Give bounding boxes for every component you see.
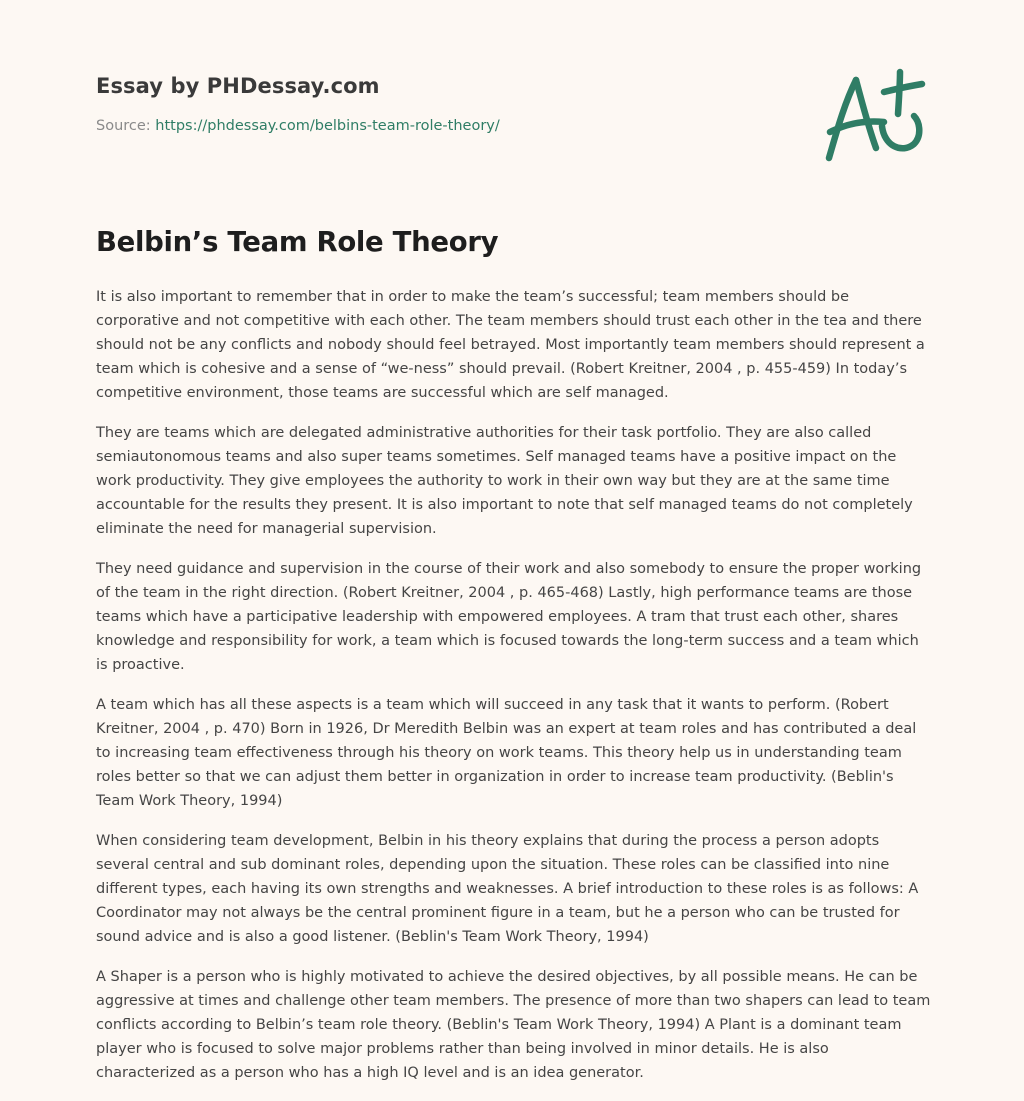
essay-header (96, 74, 796, 134)
paragraph: When considering team development, Belbin in his theory explains that during the process a person adopts several central and sub dominant roles, depending upon the situation. These roles can be classified into nine different types, each having its own strengths and weaknesses. A brief introduction to these roles is as follows: A Coordinator may not always be the central prominent figure in a team, but he a person who can be trusted for sound advice and is also a good listener. (Beblin's Team Work Theory, 1994) (96, 833, 919, 945)
paragraph: They are teams which are delegated administrative authorities for their task portfolio. They are also called semiautonomous teams and also super teams sometimes. Self managed teams have a positive impact on the work productivity. They give employees the authority to work in their own way but they are at the same time accountable for the results they present. It is also important to note that self managed teams do not completely eliminate the need for managerial supervision. (96, 425, 913, 537)
source-label: Source: (96, 118, 156, 134)
a-plus-logo-icon (818, 64, 928, 164)
site-title: Essay by PHDessay.com (96, 74, 380, 98)
source-link[interactable]: https://phdessay.com/belbins-team-role-theory/ (155, 118, 500, 134)
essay-title: Belbin’s Team Role Theory (96, 226, 499, 258)
paragraph: They need guidance and supervision in the course of their work and also somebody to ensure the proper working of the team in the right direction. (Robert Kreitner, 2004 , p. 465-468) Lastly, high performance teams are those teams which have a participative leadership with empowered employees. A tram that trust each other, shares knowledge and responsibility for work, a team which is focused towards the long-term success and a team which is proactive. (96, 561, 922, 673)
source-line (96, 118, 796, 134)
essay-body (96, 285, 932, 1101)
paragraph: A team which has all these aspects is a team which will succeed in any task that it wants to perform. (Robert Kreitner, 2004 , p. 470) Born in 1926, Dr Meredith Belbin was an expert at team roles and has contributed a deal to increasing team effectiveness through his theory on work teams. This theory help us in understanding team roles better so that we can adjust them better in organization in order to increase team productivity. (Beblin's Team Work Theory, 1994) (96, 697, 917, 809)
paragraph: A Shaper is a person who is highly motivated to achieve the desired objectives, by all possible means. He can be aggressive at times and challenge other team members. The presence of more than two shapers can lead to team conflicts according to Belbin’s team role theory. (Beblin's Team Work Theory, 1994) A Plant is a dominant team player who is focused to solve major problems rather than being involved in minor details. He is also characterized as a person who has a high IQ level and is an idea generator. (96, 969, 931, 1081)
paragraph: It is also important to remember that in order to make the team’s successful; team members should be corporative and not competitive with each other. The team members should trust each other in the tea and there should not be any conflicts and nobody should feel betrayed. Most importantly team members should represent a team which is cohesive and a sense of “we-ness” should prevail. (Robert Kreitner, 2004 , p. 455-459) In today’s competitive environment, those teams are successful which are self managed. (96, 289, 925, 401)
